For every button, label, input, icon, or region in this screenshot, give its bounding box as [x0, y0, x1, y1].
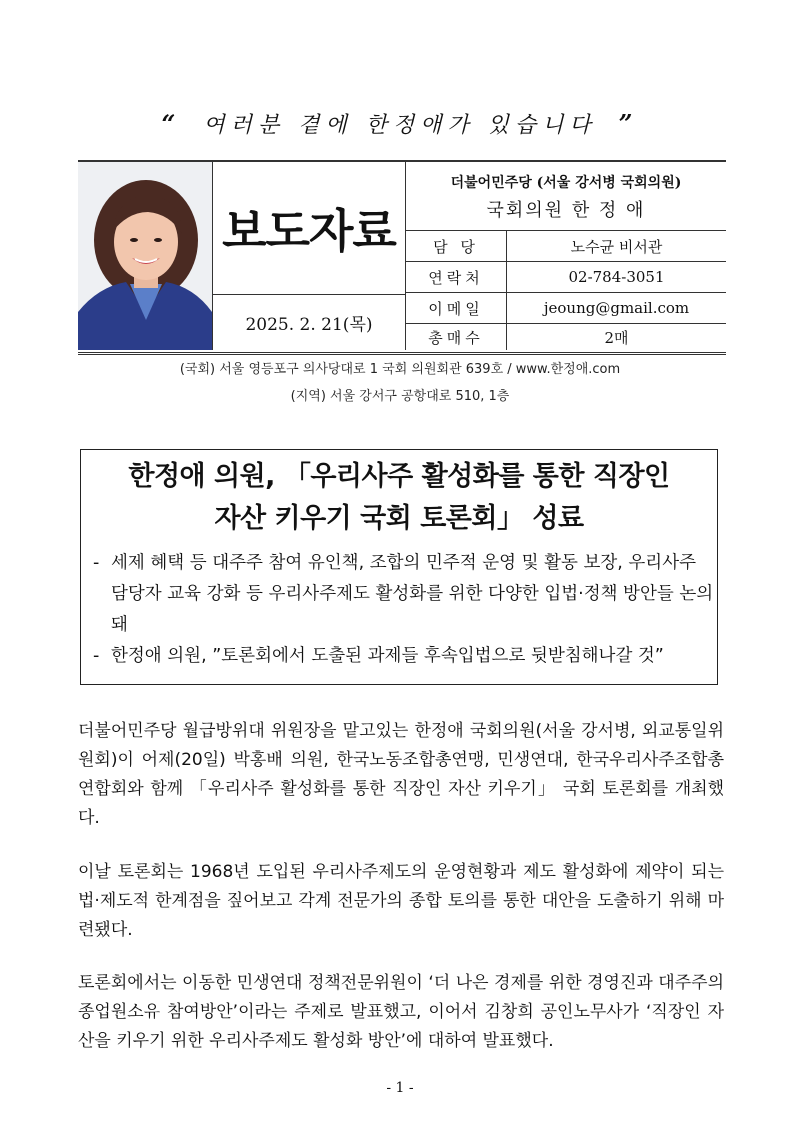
contact-row — [406, 262, 726, 293]
contact-value: 02-784-3051 — [568, 268, 665, 286]
press-header-table — [78, 160, 726, 355]
slogan-text: 여러분 곁에 한정애가 있습니다 — [203, 113, 597, 138]
body-paragraph: 더불어민주당 월급방위대 위원장을 맡고있는 한정애 국회의원(서울 강서병, 외교통일위원회)이 어제(20일) 박홍배 의원, 한국노동조합총연맹, 민생연대, 한국우리사주조합총연합회와 함께 「우리사주 활성화를 통한 직장인 자산 키우기」 국회 토론회를 개최했다. — [78, 721, 724, 828]
contact-value: 2매 — [604, 328, 629, 347]
national-address: (국회) 서울 영등포구 의사당대로 1 국회 의원회관 639호 / www.한정애.com — [179, 362, 621, 377]
headline-line: 한정애 의원, 「우리사주 활성화를 통한 직장인 — [128, 461, 670, 492]
body-paragraph: 이날 토론회는 1968년 도입된 우리사주제도의 운영현황과 제도 활성화에 제약이 되는 법·제도적 한계점을 짚어보고 각계 전문가의 종합 토의를 통한 대안을 도출하기 위해 마련됐다. — [78, 862, 724, 940]
party-cell — [406, 162, 726, 231]
contact-value: jeoung@gmail.com — [543, 299, 690, 317]
slogan-open-quote: “ — [161, 109, 182, 138]
page-number: - 1 - — [386, 1080, 414, 1096]
contact-label: 담 당 — [406, 231, 507, 261]
contact-row — [406, 324, 726, 350]
title-cell — [213, 162, 406, 295]
headline-line: 자산 키우기 국회 토론회」 성료 — [214, 503, 584, 534]
party-affiliation: 더불어민주당 (서울 강서병 국회의원) — [450, 175, 682, 191]
lawmaker-photo — [78, 162, 213, 350]
contact-label: 이메일 — [406, 293, 507, 323]
contact-row — [406, 293, 726, 324]
contact-value: 노수균 비서관 — [570, 237, 663, 256]
member-name: 국회의원 한 정 애 — [486, 200, 646, 221]
summary-bullets — [89, 548, 717, 672]
contact-label: 연락처 — [406, 262, 507, 292]
slogan-close-quote: ” — [618, 109, 639, 138]
press-release-title: 보도자료 — [222, 204, 396, 258]
body-paragraph: 토론회에서는 이동한 민생연대 정책전문위원이 ‘더 나은 경제를 위한 경영진과 대주주의 종업원소유 참여방안’이라는 주제로 발표했고, 이어서 김창희 공인노무사가 ‘직장인 자산을 키우기 위한 우리사주제도 활성화 방안’에 대하여 발표했다. — [78, 973, 724, 1051]
summary-bullet: - 한정애 의원, ”토론회에서 도출된 과제들 후속입법으로 뒷받침해나갈 것” — [89, 641, 717, 672]
slogan — [0, 108, 800, 139]
summary-bullet: - 세제 혜택 등 대주주 참여 유인책, 조합의 민주적 운영 및 활동 보장, 우리사주 담당자 교육 강화 등 우리사주제도 활성화를 위한 다양한 입법·정책 방안들 논의돼 — [89, 548, 717, 641]
contact-label: 총매수 — [406, 324, 507, 350]
release-date: 2025. 2. 21(목) — [213, 295, 406, 350]
headline-box — [80, 449, 718, 685]
contact-row — [406, 231, 726, 262]
local-address: (지역) 서울 강서구 공항대로 510, 1층 — [290, 389, 510, 404]
headline — [81, 456, 717, 540]
